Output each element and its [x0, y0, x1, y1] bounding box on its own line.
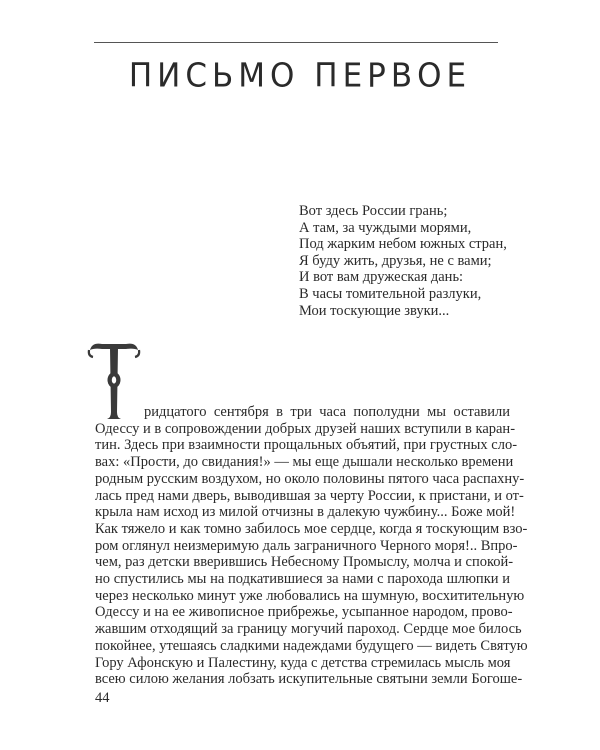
body-line: но спустились мы на подкатившиеся за нами с парохода шлюпки и — [95, 571, 510, 588]
body-line: вах: «Прости, до свидания!» — мы еще дышали несколько времени — [95, 454, 514, 471]
epigraph-line: Вот здесь России грань; — [299, 203, 448, 219]
body-line: покойнее, утешаясь сладкими надеждами будущего — видеть Святую — [95, 637, 528, 654]
epigraph-line: Я буду жить, друзья, не с вами; — [299, 252, 492, 269]
body-line: крыла нам исход из милой отчизны в далекую чужбину... Боже мой! — [95, 504, 516, 521]
body-line: родным русским воздухом, но около половины пятого часа распахну- — [95, 470, 525, 487]
body-line: Одессу и на ее живописное прибрежье, усыпанное народом, прово- — [95, 604, 513, 621]
body-line: через несколько минут уже любовались на шумную, восхитительную — [95, 587, 525, 604]
epigraph-line: И вот вам дружеская дань: — [299, 269, 464, 286]
body-line: Как тяжело и как томно забилось мое сердце, когда я тоскующим взо- — [95, 520, 528, 537]
body-line: Одессу и в сопровождении добрых друзей наших вступили в каран- — [95, 420, 516, 437]
epigraph-line: Мои тоскующие звуки... — [299, 302, 450, 319]
body-line: чем, раз детски вверившись Небесному Промыслу, молча и спокой- — [95, 554, 514, 571]
epigraph-line: А там, за чуждыми морями, — [299, 219, 472, 236]
epigraph-line: В часы томительной разлуки, — [299, 285, 482, 302]
body-line: лась пред нами дверь, выводившая за черту России, к пристани, и от- — [95, 487, 524, 504]
epigraph-poem — [299, 203, 539, 319]
page-number: 44 — [95, 690, 110, 706]
body-text — [95, 404, 528, 688]
header-rule — [94, 42, 498, 43]
body-line: ром оглянул неизмеримую даль заграничного Черного моря!.. Впро- — [95, 537, 518, 554]
body-line: ридцатого сентября в три часа пополудни мы оставили — [144, 404, 510, 420]
body-line: всею силою желания лобзать искупительные святыни земли Богоше- — [95, 671, 523, 688]
body-line: тин. Здесь при взаимности прощальных объятий, при грустных сло- — [95, 437, 518, 454]
body-line: жавшим отходящий за границу могучий пароход. Сердце мое билось — [95, 621, 522, 638]
chapter-title: ПИСЬМО ПЕРВОЕ — [128, 57, 472, 95]
body-line: Гору Афонскую и Палестину, куда с детства стремилась мысль моя — [95, 654, 511, 671]
epigraph-line: Под жарким небом южных стран, — [299, 236, 507, 253]
